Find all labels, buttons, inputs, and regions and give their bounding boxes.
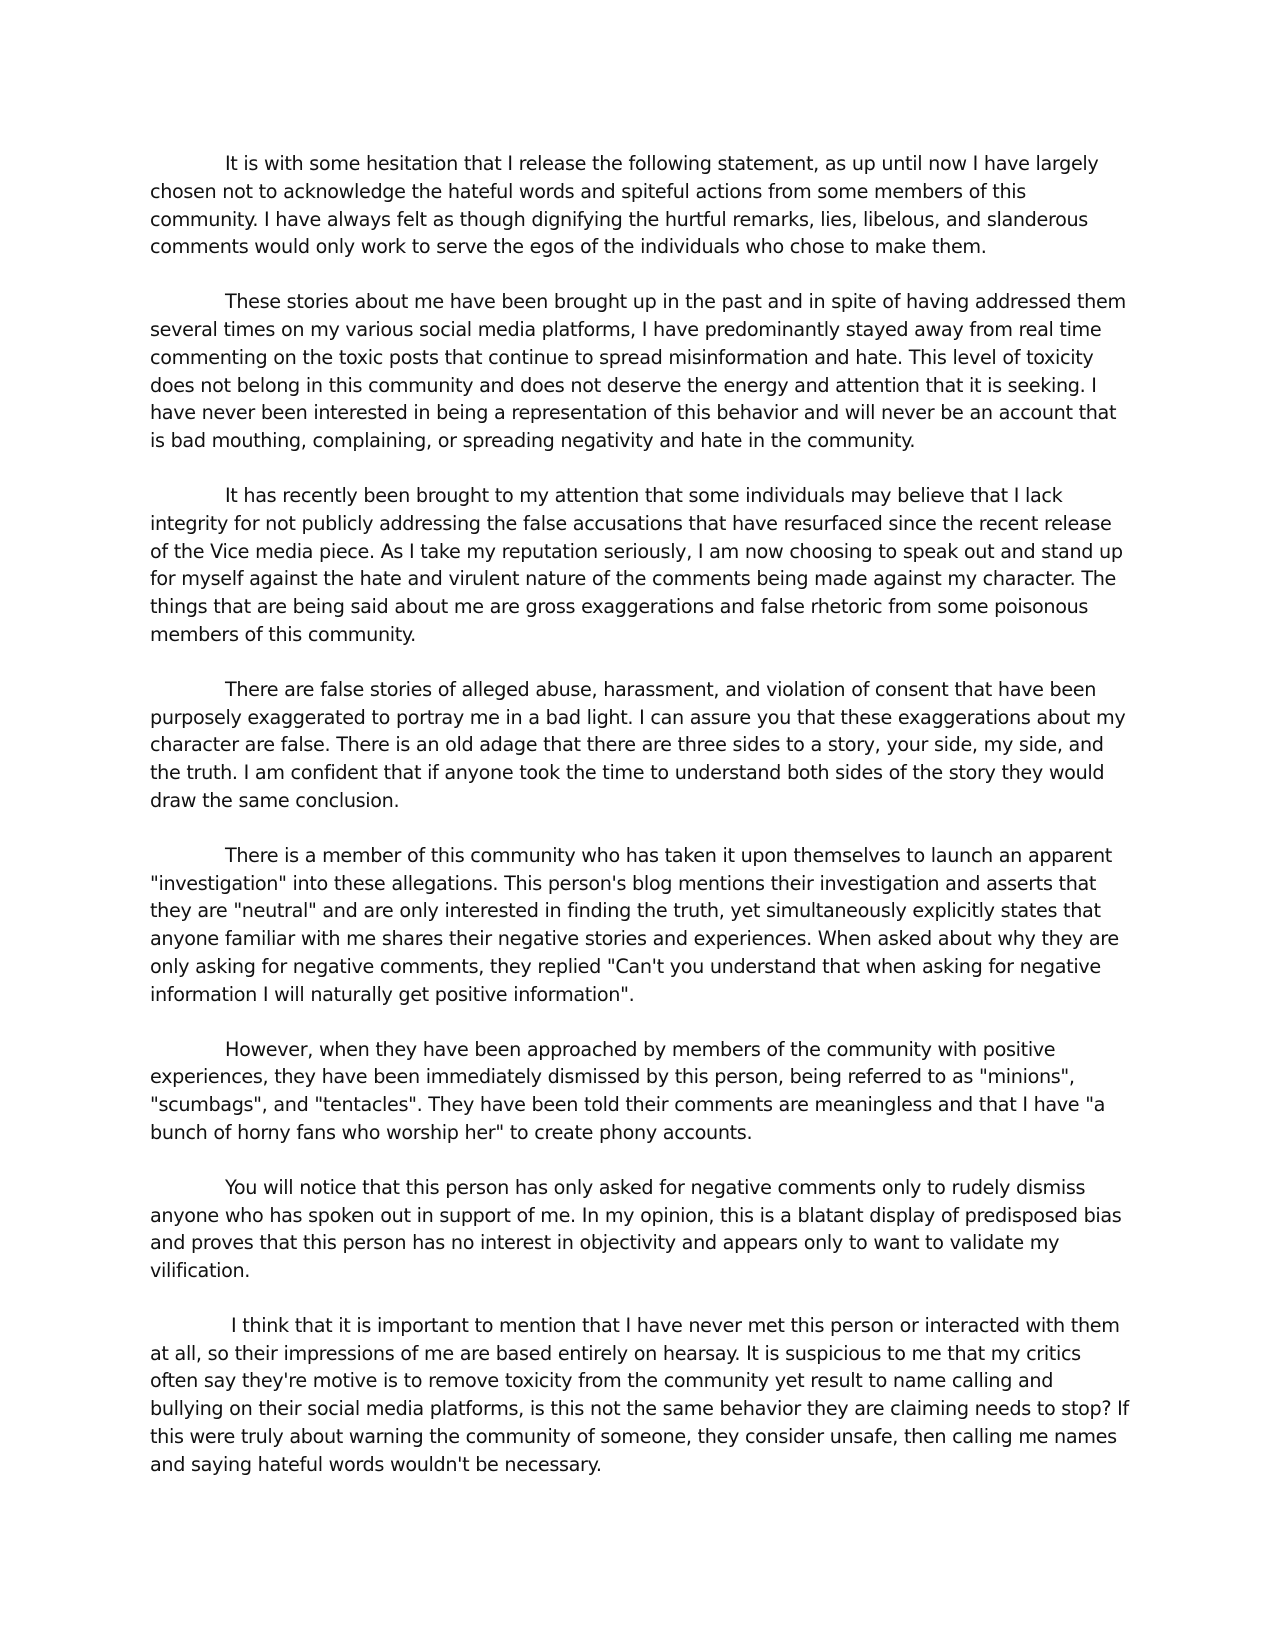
paragraph-4: There are false stories of alleged abuse, harassment, and violation of consent that have been purposely exaggerated to portray me in a bad light. I can assure you that these exaggerations about my character are false. There is an old adage that there are three sides to a story, your side, my side, and the truth. I am confident that if anyone took the time to understand both sides of the story they would draw the same conclusion.: [150, 677, 1126, 812]
paragraph-2: These stories about me have been brought up in the past and in spite of having addressed them several times on my various social media platforms, I have predominantly stayed away from real time commenting on the toxic posts that continue to spread misinformation and hate. This level of toxicity does not belong in this community and does not deserve the energy and attention that it is seeking. I have never been interested in being a representation of this behavior and will never be an account that is bad mouthing, complaining, or spreading negativity and hate in the community.: [150, 290, 1126, 453]
paragraph-7: You will notice that this person has only asked for negative comments only to rudely dismiss anyone who has spoken out in support of me. In my opinion, this is a blatant display of predisposed bias and proves that this person has no interest in objectivity and appears only to want to validate my vilification.: [150, 1175, 1122, 1283]
paragraph-6: However, when they have been approached by members of the community with positive experiences, they have been immediately dismissed by this person, being referred to as "minions", "scumbags", and "tentacles". They have been told their comments are meaningless and that I have "a bunch of horny fans who worship her" to create phony accounts.: [150, 1037, 1106, 1144]
statement-body: [150, 150, 1130, 1506]
paragraph-1: It is with some hesitation that I release the following statement, as up until now I have largely chosen not to acknowledge the hateful words and spiteful actions from some members of this community. I have always felt as though dignifying the hurtful remarks, lies, libelous, and slanderous comments would only work to serve the egos of the individuals who chose to make them.: [150, 152, 1099, 259]
paragraph-8: I think that it is important to mention that I have never met this person or interacted with them at all, so their impressions of me are based entirely on hearsay. It is suspicious to me that my critics often say they're motive is to remove toxicity from the community yet result to name calling and bullying on their social media platforms, is this not the same behavior they are claiming needs to stop? If this were truly about warning the community of someone, they consider unsafe, then calling me names and saying hateful words wouldn't be necessary.: [150, 1313, 1129, 1476]
paragraph-5: There is a member of this community who has taken it upon themselves to launch an apparent "investigation" into these allegations. This person's blog mentions their investigation and asserts that they are "neutral" and are only interested in finding the truth, yet simultaneously explicitly states that anyone familiar with me shares their negative stories and experiences. When asked about why they are only asking for negative comments, they replied "Can't you understand that when asking for negative information I will naturally get positive information".: [150, 843, 1119, 1006]
paragraph-3: It has recently been brought to my attention that some individuals may believe that I lack integrity for not publicly addressing the false accusations that have resurfaced since the recent release of the Vice media piece. As I take my reputation seriously, I am now choosing to speak out and stand up for myself against the hate and virulent nature of the comments being made against my character. The things that are being said about me are gross exaggerations and false rhetoric from some poisonous members of this community.: [150, 483, 1123, 646]
